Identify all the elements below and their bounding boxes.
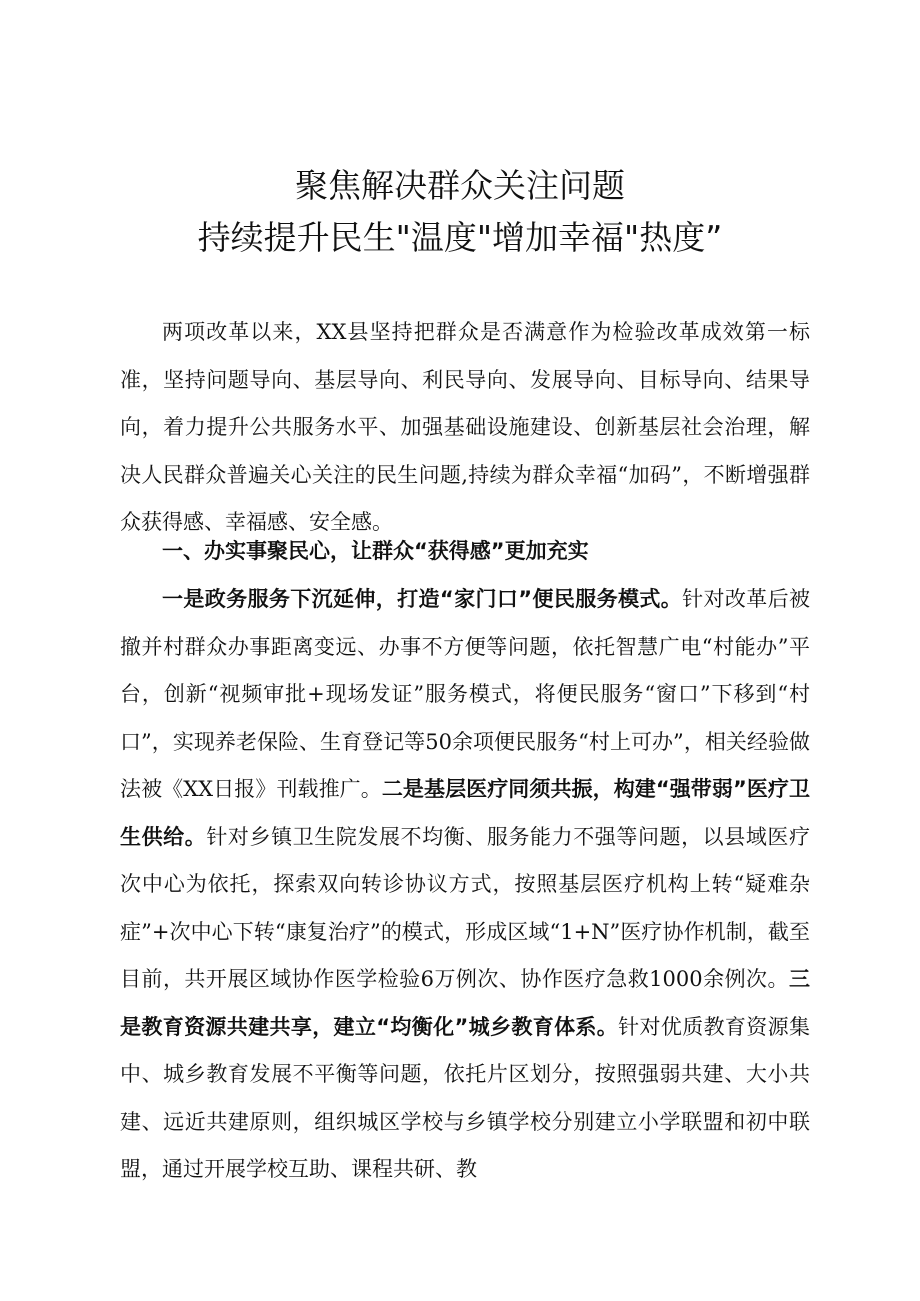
item-lead: 三是教育资源共建共享，建立“均衡化”城乡教育体系。	[120, 967, 810, 1039]
item-text: 针对改革后被撤并村群众办事距离变远、办事不方便等问题，依托智慧广电“村能办”平台，创新“视频审批+现场发证”服务模式，将便民服务“窗口”下移到“村口”，实现养老保险、生育登记等50余项便民服务“村上可办”，相关经验做法被《XX日报》刊载推广。	[120, 587, 810, 801]
item-text: 针对优质教育资源集中、城乡教育发展不平衡等问题，依托片区划分，按照强弱共建、大小共建、远近共建原则，组织城区学校与乡镇学校分别建立小学联盟和初中联盟，通过开展学校互助、课程共研、教	[120, 1014, 811, 1181]
intro-paragraph: 两项改革以来，XX县坚持把群众是否满意作为检验改革成效第一标准，坚持问题导向、基层导向、利民导向、发展导向、目标导向、结果导向，着力提升公共服务水平、加强基础设施建设、创新基层社会治理，解决人民群众普遍关心关注的民生问题,持续为群众幸福“加码”，不断增强群众获得感、幸福感、安全感。	[120, 320, 810, 534]
document-title-line-2: 持续提升民生"温度"增加幸福"热度”	[197, 218, 723, 257]
item-lead: 一是政务服务下沉延伸，打造“家门口”便民服务模式。	[162, 587, 683, 611]
section-body-paragraph	[120, 576, 810, 1194]
item-text: 针对乡镇卫生院发展不均衡、服务能力不强等问题，以县域医疗次中心为依托，探索双向转诊协议方式，按照基层医疗机构上转“疑难杂症”+次中心下转“康复治疗”的模式，形成区域“1+N”医疗协作机制，截至目前，共开展区域协作医学检验6万例次、协作医疗急救1000余例次。	[120, 824, 811, 991]
section-heading: 一、办实事聚民心，让群众“获得感”更加充实	[162, 539, 589, 563]
item-lead: 二是基层医疗同须共振，构建“强带弱”医疗卫生供给。	[120, 777, 810, 849]
document-title-line-1: 聚焦解决群众关注问题	[295, 166, 625, 205]
